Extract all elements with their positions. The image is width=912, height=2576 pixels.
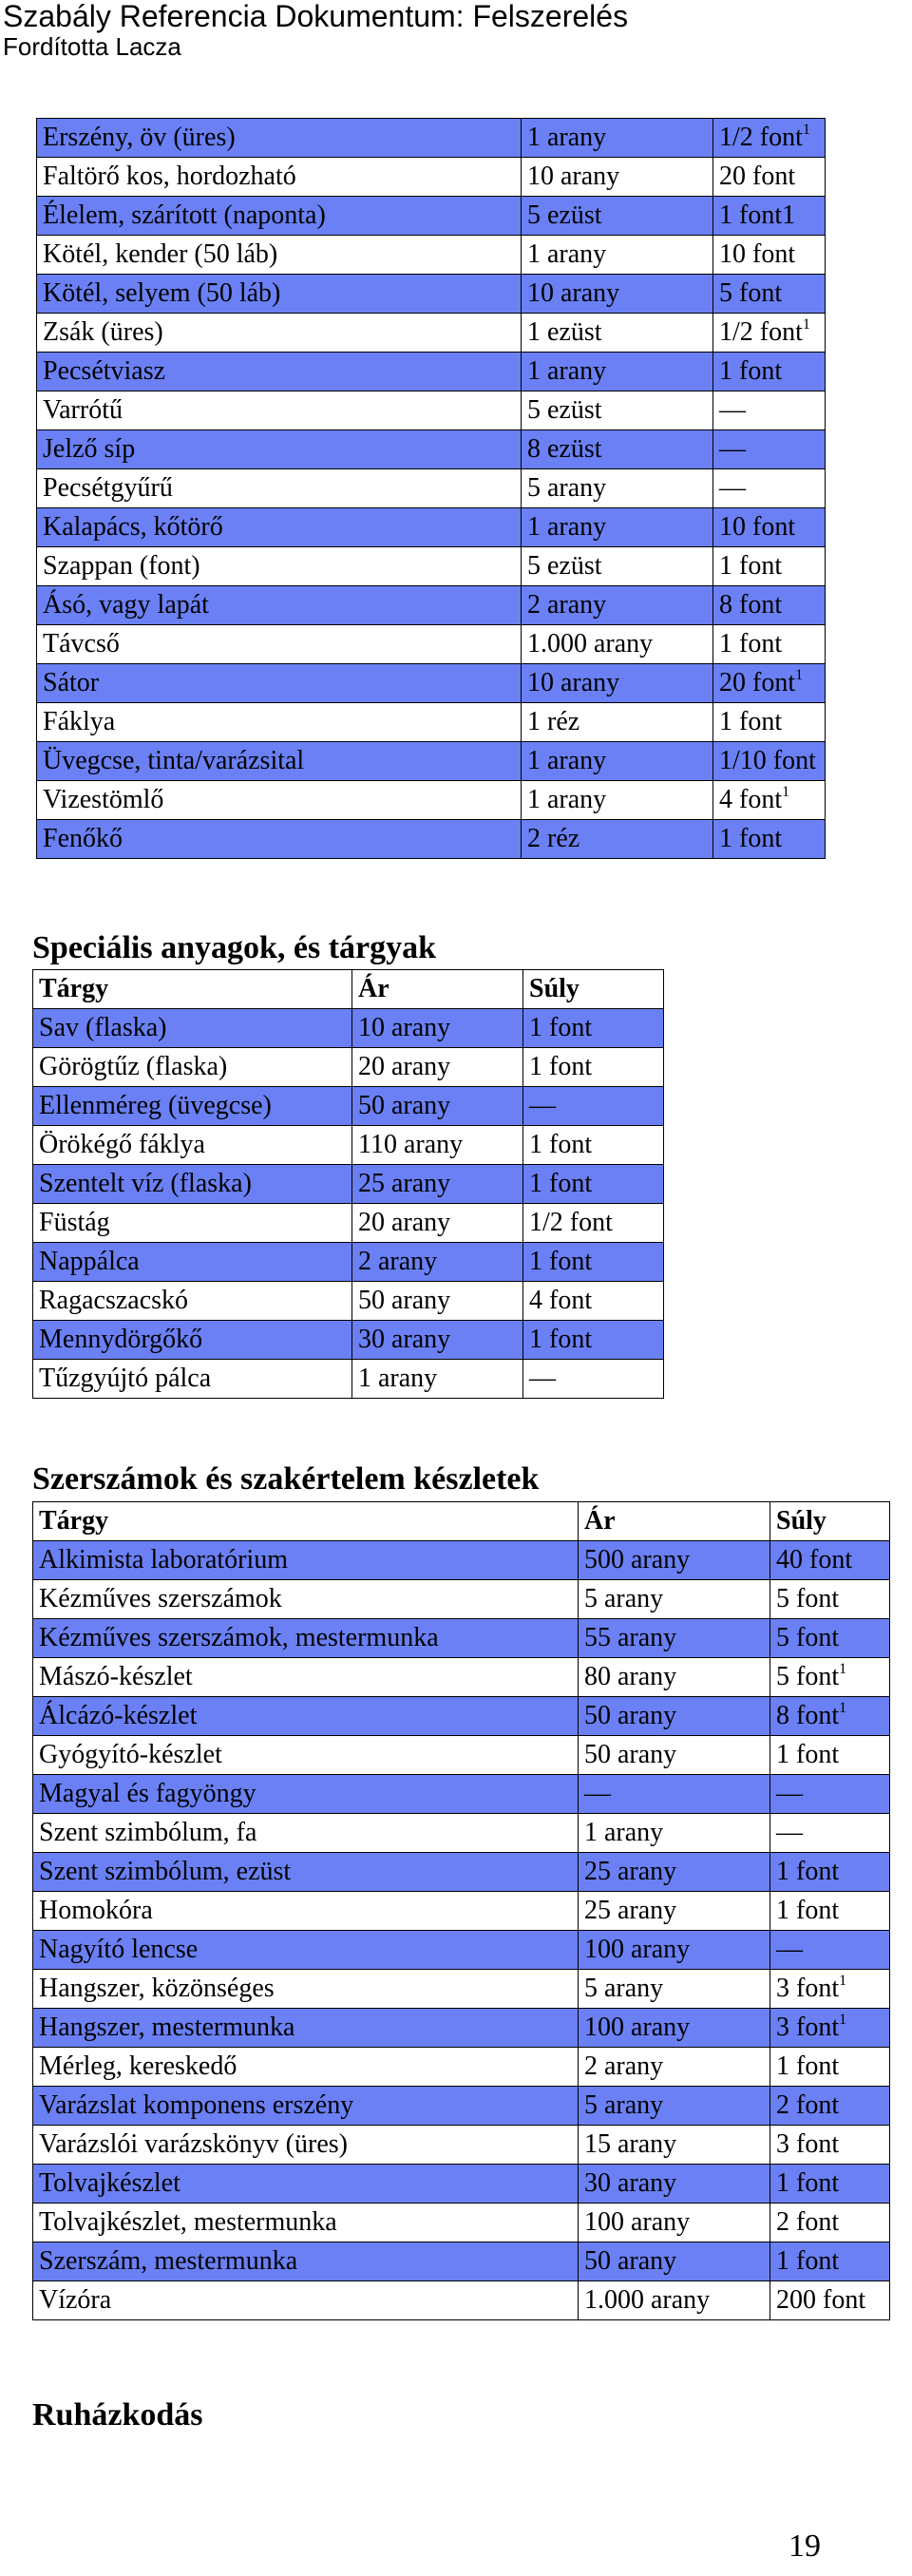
table-row	[37, 391, 826, 430]
table-row	[33, 1126, 664, 1165]
table-row	[37, 781, 826, 820]
item-weight-cell: 1 font	[770, 2048, 890, 2087]
item-name-cell: Pecsétviasz	[37, 353, 522, 391]
item-weight-cell: 1 font	[713, 820, 826, 859]
item-price-cell: 1.000 arany	[522, 625, 713, 664]
item-weight-cell: 20 font	[713, 158, 826, 197]
table-row	[33, 1658, 890, 1697]
item-weight-cell: 5 font	[770, 1619, 890, 1658]
table-row	[33, 1619, 890, 1658]
item-name-cell: Ásó, vagy lapát	[37, 586, 522, 625]
table-row	[33, 1009, 664, 1048]
header-weight: Súly	[770, 1502, 890, 1541]
item-price-cell: 1 arany	[352, 1360, 523, 1399]
footnote-marker: 1	[782, 784, 790, 800]
table-row	[37, 742, 826, 781]
header-item: Tárgy	[33, 1502, 579, 1541]
item-name-cell: Fenőkő	[37, 820, 522, 859]
item-price-cell: 1 arany	[522, 236, 713, 275]
item-price-cell: 100 arany	[579, 2204, 770, 2242]
item-name-cell: Magyal és fagyöngy	[33, 1775, 579, 1814]
item-name-cell: Kézműves szerszámok	[33, 1580, 579, 1619]
table-row	[37, 119, 826, 158]
item-weight-cell: 5 font$^1$	[770, 1658, 890, 1697]
item-name-cell: Tolvajkészlet, mestermunka	[33, 2204, 579, 2242]
table-row	[33, 2087, 890, 2126]
item-name-cell: Homokóra	[33, 1892, 579, 1931]
item-name-cell: Ellenméreg (üvegcse)	[33, 1087, 352, 1126]
item-name-cell: Sátor	[37, 664, 522, 703]
item-price-cell: 30 arany	[579, 2165, 770, 2204]
item-weight-cell: 1 font	[523, 1321, 664, 1360]
table-row	[37, 625, 826, 664]
item-name-cell: Zsák (üres)	[37, 314, 522, 353]
item-name-cell: Kötél, kender (50 láb)	[37, 236, 522, 275]
item-price-cell: 25 arany	[579, 1892, 770, 1931]
item-weight-cell: 200 font	[770, 2281, 890, 2320]
item-price-cell: 10 arany	[522, 664, 713, 703]
item-name-cell: Szent szimbólum, fa	[33, 1814, 579, 1853]
item-weight-cell: 1 font	[713, 353, 826, 391]
item-name-cell: Nagyító lencse	[33, 1931, 579, 1970]
item-price-cell: 5 arany	[522, 469, 713, 508]
equipment-table	[36, 118, 826, 859]
item-name-cell: Faltörő kos, hordozható	[37, 158, 522, 197]
header-item: Tárgy	[33, 970, 352, 1009]
item-weight-cell: 1 font	[713, 625, 826, 664]
table-row	[33, 1853, 890, 1892]
item-weight-cell: 4 font	[523, 1282, 664, 1321]
item-price-cell: 5 ezüst	[522, 391, 713, 430]
table-row	[37, 158, 826, 197]
item-weight-cell: 1 font	[770, 2242, 890, 2281]
footnote-marker: 1	[795, 667, 804, 683]
item-name-cell: Mérleg, kereskedő	[33, 2048, 579, 2087]
tools-section-title: Szerszámok és szakértelem készletek	[32, 1461, 540, 1497]
table-row	[33, 2009, 890, 2048]
table-row	[33, 1321, 664, 1360]
table-header-row	[33, 970, 664, 1009]
item-weight-cell: 2 font	[770, 2204, 890, 2242]
item-name-cell: Üvegcse, tinta/varázsital	[37, 742, 522, 781]
item-name-cell: Szappan (font)	[37, 547, 522, 586]
item-weight-cell: 1/2 font$^1$	[713, 314, 826, 353]
special-items-table	[32, 969, 664, 1399]
table-row	[33, 1970, 890, 2009]
item-name-cell: Kalapács, kőtörő	[37, 508, 522, 547]
item-weight-cell: 8 font	[713, 586, 826, 625]
item-price-cell: 1 réz	[522, 703, 713, 742]
item-weight-cell: —	[770, 1931, 890, 1970]
item-weight-cell: 1 font	[523, 1243, 664, 1282]
item-weight-cell: 1 font	[770, 2165, 890, 2204]
item-weight-cell: 40 font	[770, 1541, 890, 1580]
table-row	[33, 1048, 664, 1087]
table-row	[37, 820, 826, 859]
table-row	[33, 1165, 664, 1204]
item-weight-cell: 10 font	[713, 236, 826, 275]
item-name-cell: Tűzgyújtó pálca	[33, 1360, 352, 1399]
item-price-cell: 50 arany	[579, 1697, 770, 1736]
item-price-cell: 50 arany	[352, 1087, 523, 1126]
footnote-marker: 1	[839, 1973, 847, 1989]
item-weight-cell: 3 font$^1$	[770, 2009, 890, 2048]
item-name-cell: Gyógyító-készlet	[33, 1736, 579, 1775]
table-row	[33, 1580, 890, 1619]
item-name-cell: Jelző síp	[37, 430, 522, 469]
item-name-cell: Pecsétgyűrű	[37, 469, 522, 508]
document-subtitle: Fordította Lacza	[3, 32, 181, 61]
table-row	[37, 508, 826, 547]
table-row	[37, 236, 826, 275]
table-row	[37, 275, 826, 314]
item-price-cell: 25 arany	[579, 1853, 770, 1892]
item-weight-cell: 1 font	[523, 1009, 664, 1048]
item-name-cell: Szerszám, mestermunka	[33, 2242, 579, 2281]
item-price-cell: 100 arany	[579, 1931, 770, 1970]
table-row	[33, 2126, 890, 2165]
table-row	[33, 1736, 890, 1775]
item-weight-cell: 8 font$^1$	[770, 1697, 890, 1736]
item-price-cell: 500 arany	[579, 1541, 770, 1580]
item-price-cell: 5 arany	[579, 1580, 770, 1619]
table-row	[33, 1541, 890, 1580]
item-price-cell: 55 arany	[579, 1619, 770, 1658]
item-price-cell: 1 arany	[579, 1814, 770, 1853]
item-price-cell: 1 arany	[522, 119, 713, 158]
header-weight: Súly	[523, 970, 664, 1009]
item-name-cell: Sav (flaska)	[33, 1009, 352, 1048]
table-row	[33, 2165, 890, 2204]
footnote-marker: 1	[839, 1661, 847, 1677]
table-row	[33, 2281, 890, 2320]
item-name-cell: Kézműves szerszámok, mestermunka	[33, 1619, 579, 1658]
item-weight-cell: 1 font	[770, 1853, 890, 1892]
table-header-row	[33, 1502, 890, 1541]
item-name-cell: Távcső	[37, 625, 522, 664]
item-name-cell: Örökégő fáklya	[33, 1126, 352, 1165]
footnote-marker: 1	[839, 1700, 847, 1716]
table-row	[33, 2242, 890, 2281]
table-row	[37, 314, 826, 353]
table-row	[33, 1931, 890, 1970]
item-name-cell: Ragacszacskó	[33, 1282, 352, 1321]
item-name-cell: Görögtűz (flaska)	[33, 1048, 352, 1087]
table-row	[33, 1204, 664, 1243]
item-name-cell: Álcázó-készlet	[33, 1697, 579, 1736]
item-name-cell: Tolvajkészlet	[33, 2165, 579, 2204]
footnote-marker: 1	[802, 316, 810, 333]
item-price-cell: 1 arany	[522, 508, 713, 547]
item-price-cell: 2 arany	[352, 1243, 523, 1282]
item-weight-cell: —	[523, 1360, 664, 1399]
item-weight-cell: —	[713, 469, 826, 508]
footnote-marker: 1	[802, 122, 810, 138]
item-price-cell: 1 arany	[522, 742, 713, 781]
item-name-cell: Nappálca	[33, 1243, 352, 1282]
item-weight-cell: 2 font	[770, 2087, 890, 2126]
item-price-cell: 100 arany	[579, 2009, 770, 2048]
item-weight-cell: —	[523, 1087, 664, 1126]
item-name-cell: Varázslat komponens erszény	[33, 2087, 579, 2126]
table-row	[37, 586, 826, 625]
item-price-cell: 10 arany	[352, 1009, 523, 1048]
item-weight-cell: 1 font	[770, 1892, 890, 1931]
item-price-cell: 1.000 arany	[579, 2281, 770, 2320]
item-name-cell: Varázslói varázskönyv (üres)	[33, 2126, 579, 2165]
item-weight-cell: 1 font	[523, 1126, 664, 1165]
table-row	[37, 353, 826, 391]
item-price-cell: 8 ezüst	[522, 430, 713, 469]
header-price: Ár	[579, 1502, 770, 1541]
item-name-cell: Fáklya	[37, 703, 522, 742]
item-price-cell: 10 arany	[522, 158, 713, 197]
item-weight-cell: 5 font	[770, 1580, 890, 1619]
item-price-cell: 10 arany	[522, 275, 713, 314]
document-title: Szabály Referencia Dokumentum: Felszerelés	[3, 0, 629, 33]
item-price-cell: 1 arany	[522, 781, 713, 820]
table-row	[33, 1243, 664, 1282]
item-name-cell: Hangszer, mestermunka	[33, 2009, 579, 2048]
item-weight-cell: 5 font	[713, 275, 826, 314]
item-weight-cell: 1 font	[713, 547, 826, 586]
table-row	[33, 1697, 890, 1736]
table-row	[37, 197, 826, 236]
table-row	[37, 430, 826, 469]
item-price-cell: 50 arany	[579, 1736, 770, 1775]
table-row	[37, 703, 826, 742]
clothing-section-title: Ruházkodás	[32, 2397, 203, 2433]
item-name-cell: Mennydörgőkő	[33, 1321, 352, 1360]
item-price-cell: 50 arany	[352, 1282, 523, 1321]
item-price-cell: 2 réz	[522, 820, 713, 859]
header-price: Ár	[352, 970, 523, 1009]
item-name-cell: Vizestömlő	[37, 781, 522, 820]
table-row	[33, 1814, 890, 1853]
item-price-cell: 5 arany	[579, 2087, 770, 2126]
item-weight-cell: —	[770, 1814, 890, 1853]
item-price-cell: 110 arany	[352, 1126, 523, 1165]
page-number: 19	[788, 2528, 821, 2564]
table-row	[33, 1087, 664, 1126]
item-weight-cell: 1 font	[713, 703, 826, 742]
table-row	[33, 1282, 664, 1321]
table-row	[37, 547, 826, 586]
item-weight-cell: 1/2 font$^1$	[713, 119, 826, 158]
item-price-cell: 20 arany	[352, 1204, 523, 1243]
item-price-cell: 1 arany	[522, 353, 713, 391]
item-price-cell: —	[579, 1775, 770, 1814]
item-name-cell: Alkimista laboratórium	[33, 1541, 579, 1580]
table-row	[33, 2204, 890, 2242]
item-name-cell: Varrótű	[37, 391, 522, 430]
item-weight-cell: 4 font$^1$	[713, 781, 826, 820]
item-price-cell: 1 ezüst	[522, 314, 713, 353]
item-weight-cell: 10 font	[713, 508, 826, 547]
item-weight-cell: 1/2 font	[523, 1204, 664, 1243]
item-price-cell: 5 ezüst	[522, 547, 713, 586]
item-price-cell: 25 arany	[352, 1165, 523, 1204]
item-name-cell: Erszény, öv (üres)	[37, 119, 522, 158]
special-section-title: Speciális anyagok, és tárgyak	[32, 930, 437, 965]
item-weight-cell: —	[770, 1775, 890, 1814]
item-name-cell: Szent szimbólum, ezüst	[33, 1853, 579, 1892]
table-row	[33, 1360, 664, 1399]
item-name-cell: Vízóra	[33, 2281, 579, 2320]
item-weight-cell: 3 font	[770, 2126, 890, 2165]
item-weight-cell: 1 font	[523, 1048, 664, 1087]
item-price-cell: 2 arany	[579, 2048, 770, 2087]
item-price-cell: 5 ezüst	[522, 197, 713, 236]
item-weight-cell: 1 font	[770, 1736, 890, 1775]
table-row	[33, 1892, 890, 1931]
item-price-cell: 15 arany	[579, 2126, 770, 2165]
item-weight-cell: —	[713, 391, 826, 430]
item-weight-cell: 1 font	[523, 1165, 664, 1204]
item-weight-cell: 1 font1	[713, 197, 826, 236]
item-name-cell: Hangszer, közönséges	[33, 1970, 579, 2009]
item-weight-cell: —	[713, 430, 826, 469]
item-name-cell: Szentelt víz (flaska)	[33, 1165, 352, 1204]
item-name-cell: Füstág	[33, 1204, 352, 1243]
item-weight-cell: 20 font$^1$	[713, 664, 826, 703]
item-name-cell: Kötél, selyem (50 láb)	[37, 275, 522, 314]
footnote-marker: 1	[839, 2012, 847, 2028]
item-price-cell: 50 arany	[579, 2242, 770, 2281]
item-name-cell: Mászó-készlet	[33, 1658, 579, 1697]
item-weight-cell: 1/10 font	[713, 742, 826, 781]
table-row	[33, 2048, 890, 2087]
item-price-cell: 20 arany	[352, 1048, 523, 1087]
table-row	[37, 469, 826, 508]
item-weight-cell: 3 font$^1$	[770, 1970, 890, 2009]
item-price-cell: 30 arany	[352, 1321, 523, 1360]
table-row	[37, 664, 826, 703]
item-price-cell: 80 arany	[579, 1658, 770, 1697]
item-price-cell: 5 arany	[579, 1970, 770, 2009]
table-row	[33, 1775, 890, 1814]
item-name-cell: Élelem, szárított (naponta)	[37, 197, 522, 236]
item-price-cell: 2 arany	[522, 586, 713, 625]
tools-kits-table	[32, 1501, 890, 2320]
